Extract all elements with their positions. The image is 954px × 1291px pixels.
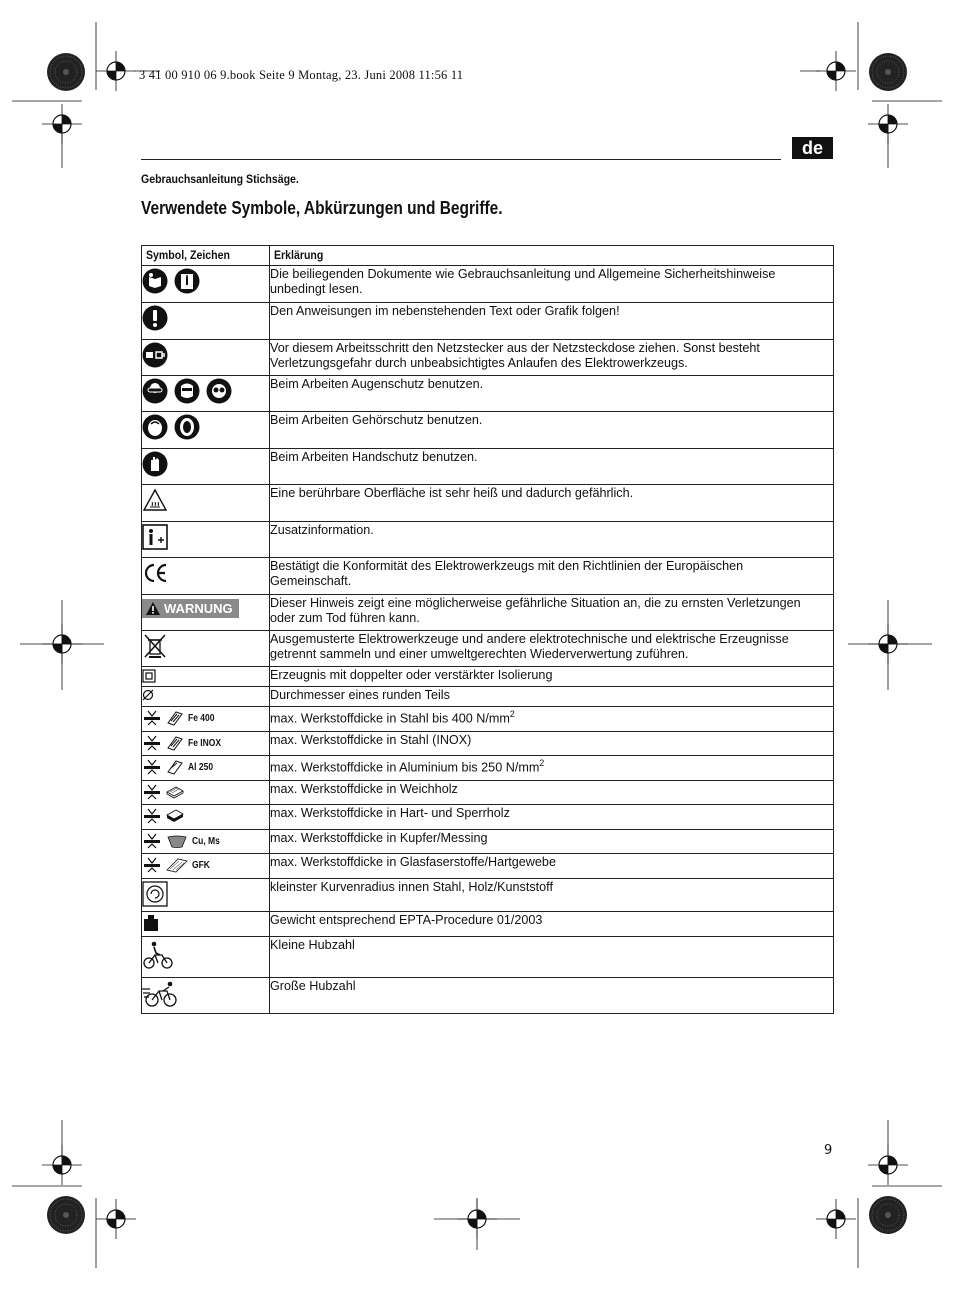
row-explanation: Beim Arbeiten Augenschutz benutzen.: [270, 376, 484, 391]
row-explanation: Den Anweisungen im nebenstehenden Text oder Grafik folgen!: [270, 303, 620, 318]
slow-bicycle-icon: [142, 939, 174, 971]
column-header-symbol: Symbol, Zeichen: [142, 246, 270, 266]
goggles-icon: [142, 378, 168, 404]
row-explanation: Dieser Hinweis zeigt eine möglicherweise gefährliche Situation an, die zu ernsten Verletzungen oder zum Tod führen kann.: [270, 595, 801, 625]
face-shield-icon: [174, 378, 200, 404]
row-explanation: Durchmesser eines runden Teils: [270, 687, 450, 702]
table-row: [142, 522, 834, 558]
page-number: 9: [824, 1143, 833, 1158]
row-explanation: Gewicht entsprechend EPTA-Procedure 01/2003: [270, 912, 543, 927]
row-explanation: max. Werkstoffdicke in Stahl bis 400 $N/mm^2$: [270, 709, 515, 726]
row-explanation: Beim Arbeiten Gehörschutz benutzen.: [270, 412, 483, 427]
header-rule: [141, 159, 781, 160]
table-row: [142, 805, 834, 830]
row-explanation: max. Werkstoffdicke in Stahl (INOX): [270, 732, 472, 747]
row-explanation: max. Werkstoffdicke in Aluminium bis 250 $N/mm^2$: [270, 758, 545, 775]
ear-muffs-icon: [174, 414, 200, 440]
row-explanation: Große Hubzahl: [270, 978, 356, 993]
column-header-explanation: Erklärung: [270, 246, 834, 266]
language-tab: de: [792, 137, 833, 159]
unplug-icon: [142, 342, 168, 368]
material-label: Fe INOX: [188, 737, 222, 749]
row-explanation: Zusatzinformation.: [270, 522, 374, 537]
curve-radius-icon: [142, 881, 168, 907]
earplugs-icon: [142, 414, 168, 440]
double-insulation-icon: [142, 669, 156, 683]
material-label: Fe 400: [188, 712, 215, 724]
row-explanation: Ausgemusterte Elektrowerkzeuge und andere elektrotechnische und elektrische Erzeugnisse getrennt sammeln und einer umweltgerechten Wiederverwertung zuführen.: [270, 631, 789, 661]
diameter-icon: [142, 689, 154, 701]
thickness-icon: [142, 783, 162, 801]
table-row: [142, 732, 834, 756]
crossed-bin-icon: [142, 633, 168, 659]
book-info-line: 3 41 00 910 06 9.book Seite 9 Montag, 23. Juni 2008 11:56 11: [139, 68, 464, 82]
material-label: GFK: [192, 859, 210, 871]
row-explanation: Erzeugnis mit doppelter oder verstärkter Isolierung: [270, 667, 553, 682]
exclamation-icon: [142, 305, 168, 331]
table-row: [142, 631, 834, 667]
table-row: [142, 485, 834, 522]
steel-icon: [166, 734, 184, 752]
table-row: [142, 303, 834, 340]
symbols-table: [141, 245, 834, 1014]
read-manual-icon: [142, 268, 168, 294]
info-plus-icon: [142, 524, 168, 550]
table-row: [142, 912, 834, 937]
thickness-icon: [142, 856, 162, 874]
row-explanation: max. Werkstoffdicke in Kupfer/Messing: [270, 830, 488, 845]
read-book-icon: [174, 268, 200, 294]
safety-glasses-icon: [206, 378, 232, 404]
hardwood-icon: [166, 808, 184, 824]
row-explanation: Die beiliegenden Dokumente wie Gebrauchsanleitung und Allgemeine Sicherheitshinweise unbedingt lesen.: [270, 266, 776, 296]
warning-label: WARNUNG: [142, 599, 239, 618]
table-row: [142, 830, 834, 854]
table-row: [142, 376, 834, 412]
thickness-icon: [142, 832, 162, 850]
table-row: [142, 687, 834, 707]
row-explanation: Bestätigt die Konformität des Elektrowerkzeugs mit den Richtlinien der Europäischen Gemeinschaft.: [270, 558, 744, 588]
row-explanation: kleinster Kurvenradius innen Stahl, Holz/Kunststoff: [270, 879, 553, 894]
fast-bicycle-icon: [142, 980, 180, 1008]
row-explanation: Beim Arbeiten Handschutz benutzen.: [270, 449, 478, 464]
thickness-icon: [142, 734, 162, 752]
weight-icon: [142, 914, 160, 932]
table-row: [142, 756, 834, 781]
table-row: [142, 667, 834, 687]
row-explanation: max. Werkstoffdicke in Weichholz: [270, 781, 458, 796]
warning-triangle-icon: [146, 602, 160, 615]
material-label: Cu, Ms: [192, 835, 220, 847]
table-row: [142, 558, 834, 595]
table-row: [142, 266, 834, 303]
table-header-row: [142, 246, 834, 266]
thickness-icon: [142, 758, 162, 776]
table-row: [142, 707, 834, 732]
table-row: [142, 340, 834, 376]
gloves-icon: [142, 451, 168, 477]
hot-surface-icon: [142, 487, 168, 513]
aluminium-icon: [166, 758, 184, 776]
document-subtitle: Gebrauchsanleitung Stichsäge.: [141, 172, 299, 186]
table-row: [142, 937, 834, 978]
ce-mark-icon: [142, 560, 168, 586]
steel-icon: [166, 709, 184, 727]
row-explanation: max. Werkstoffdicke in Hart- und Sperrholz: [270, 805, 510, 820]
row-explanation: Eine berührbare Oberfläche ist sehr heiß und dadurch gefährlich.: [270, 485, 634, 500]
thickness-icon: [142, 807, 162, 825]
row-explanation: Kleine Hubzahl: [270, 937, 355, 952]
table-row: [142, 781, 834, 805]
softwood-icon: [166, 784, 184, 800]
table-row: [142, 978, 834, 1014]
table-row: [142, 879, 834, 912]
table-row: [142, 595, 834, 631]
fiberglass-icon: [166, 857, 188, 873]
table-row: [142, 412, 834, 449]
row-explanation: max. Werkstoffdicke in Glasfaserstoffe/Hartgewebe: [270, 854, 556, 869]
table-row: [142, 854, 834, 879]
row-explanation: Vor diesem Arbeitsschritt den Netzstecker aus der Netzsteckdose ziehen. Sonst besteht Verletzungsgefahr durch unbeabsichtigtes Anlaufen des Elektrowerkzeugs.: [270, 340, 760, 370]
copper-icon: [166, 833, 188, 849]
material-label: Al 250: [188, 761, 214, 773]
table-row: [142, 449, 834, 485]
page-title: Verwendete Symbole, Abkürzungen und Begriffe.: [141, 198, 503, 218]
thickness-icon: [142, 709, 162, 727]
